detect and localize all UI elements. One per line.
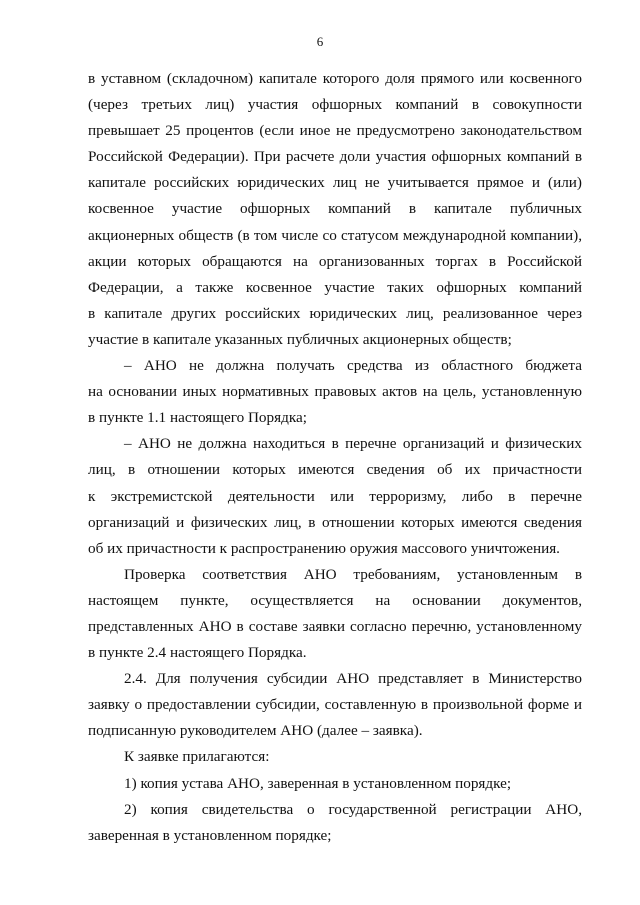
text-line: 1) копия устава АНО, заверенная в установленном порядке; [124,774,512,792]
text-line: представленных АНО в составе заявки согласно перечню, установленному [88,617,582,635]
text-line: заявку о предоставлении субсидии, составленную в произвольной форме и [88,696,582,714]
paragraph [88,771,582,797]
text-line: на основании иных нормативных правовых актов на цель, установленную [88,383,582,401]
text-line: капитале российских юридических лиц не учитывается прямое и (или) [88,174,582,192]
text-line: Федерации, а также косвенное участие таких офшорных компаний [88,278,582,296]
text-line: 2.4. Для получения субсидии АНО представляет в Министерство [124,670,582,688]
paragraph [88,797,582,849]
text-line: акционерных обществ (в том числе со статусом международной компании), [88,226,582,244]
text-line: (через третьих лиц) участия офшорных компаний в совокупности [88,96,582,114]
paragraph [88,666,582,744]
text-line: превышает 25 процентов (если иное не предусмотрено законодательством [88,122,582,140]
document-body [88,66,582,849]
text-line: – АНО не должна получать средства из областного бюджета [124,357,582,375]
text-line: к экстремистской деятельности или терроризму, либо в перечне [88,487,582,505]
text-line: 2) копия свидетельства о государственной регистрации АНО, [124,800,582,818]
text-line: лиц, в отношении которых имеются сведения об их причастности [88,461,582,479]
text-line: акции которых обращаются на организованных торгах в Российской [88,252,582,270]
text-line: настоящем пункте, осуществляется на основании документов, [88,591,582,609]
text-line: – АНО не должна находиться в перечне организаций и физических [124,435,582,453]
paragraph [88,353,582,431]
text-line: об их причастности к распространению оружия массового уничтожения. [88,539,560,557]
text-line: в пункте 2.4 настоящего Порядка. [88,644,307,662]
text-line: Проверка соответствия АНО требованиям, установленным в [124,565,582,583]
text-line: в уставном (складочном) капитале которого доля прямого или косвенного [88,70,582,87]
text-line: Российской Федерации). При расчете доли участия офшорных компаний в [88,148,582,166]
text-line: в капитале других российских юридических лиц, реализованное через [88,304,582,322]
text-line: заверенная в установленном порядке; [88,826,332,844]
page-number: 6 [316,34,324,49]
text-line: косвенное участие офшорных компаний в капитале публичных [88,200,582,218]
paragraph [88,66,582,353]
text-line: участие в капитале указанных публичных акционерных обществ; [88,330,512,348]
paragraph [88,562,582,666]
paragraph [88,744,582,770]
text-line: подписанную руководителем АНО (далее – заявка). [88,722,423,740]
paragraph [88,431,582,561]
text-line: организаций и физических лиц, в отношении которых имеются сведения [88,513,582,531]
text-line: К заявке прилагаются: [124,748,270,766]
text-line: в пункте 1.1 настоящего Порядка; [88,409,307,427]
